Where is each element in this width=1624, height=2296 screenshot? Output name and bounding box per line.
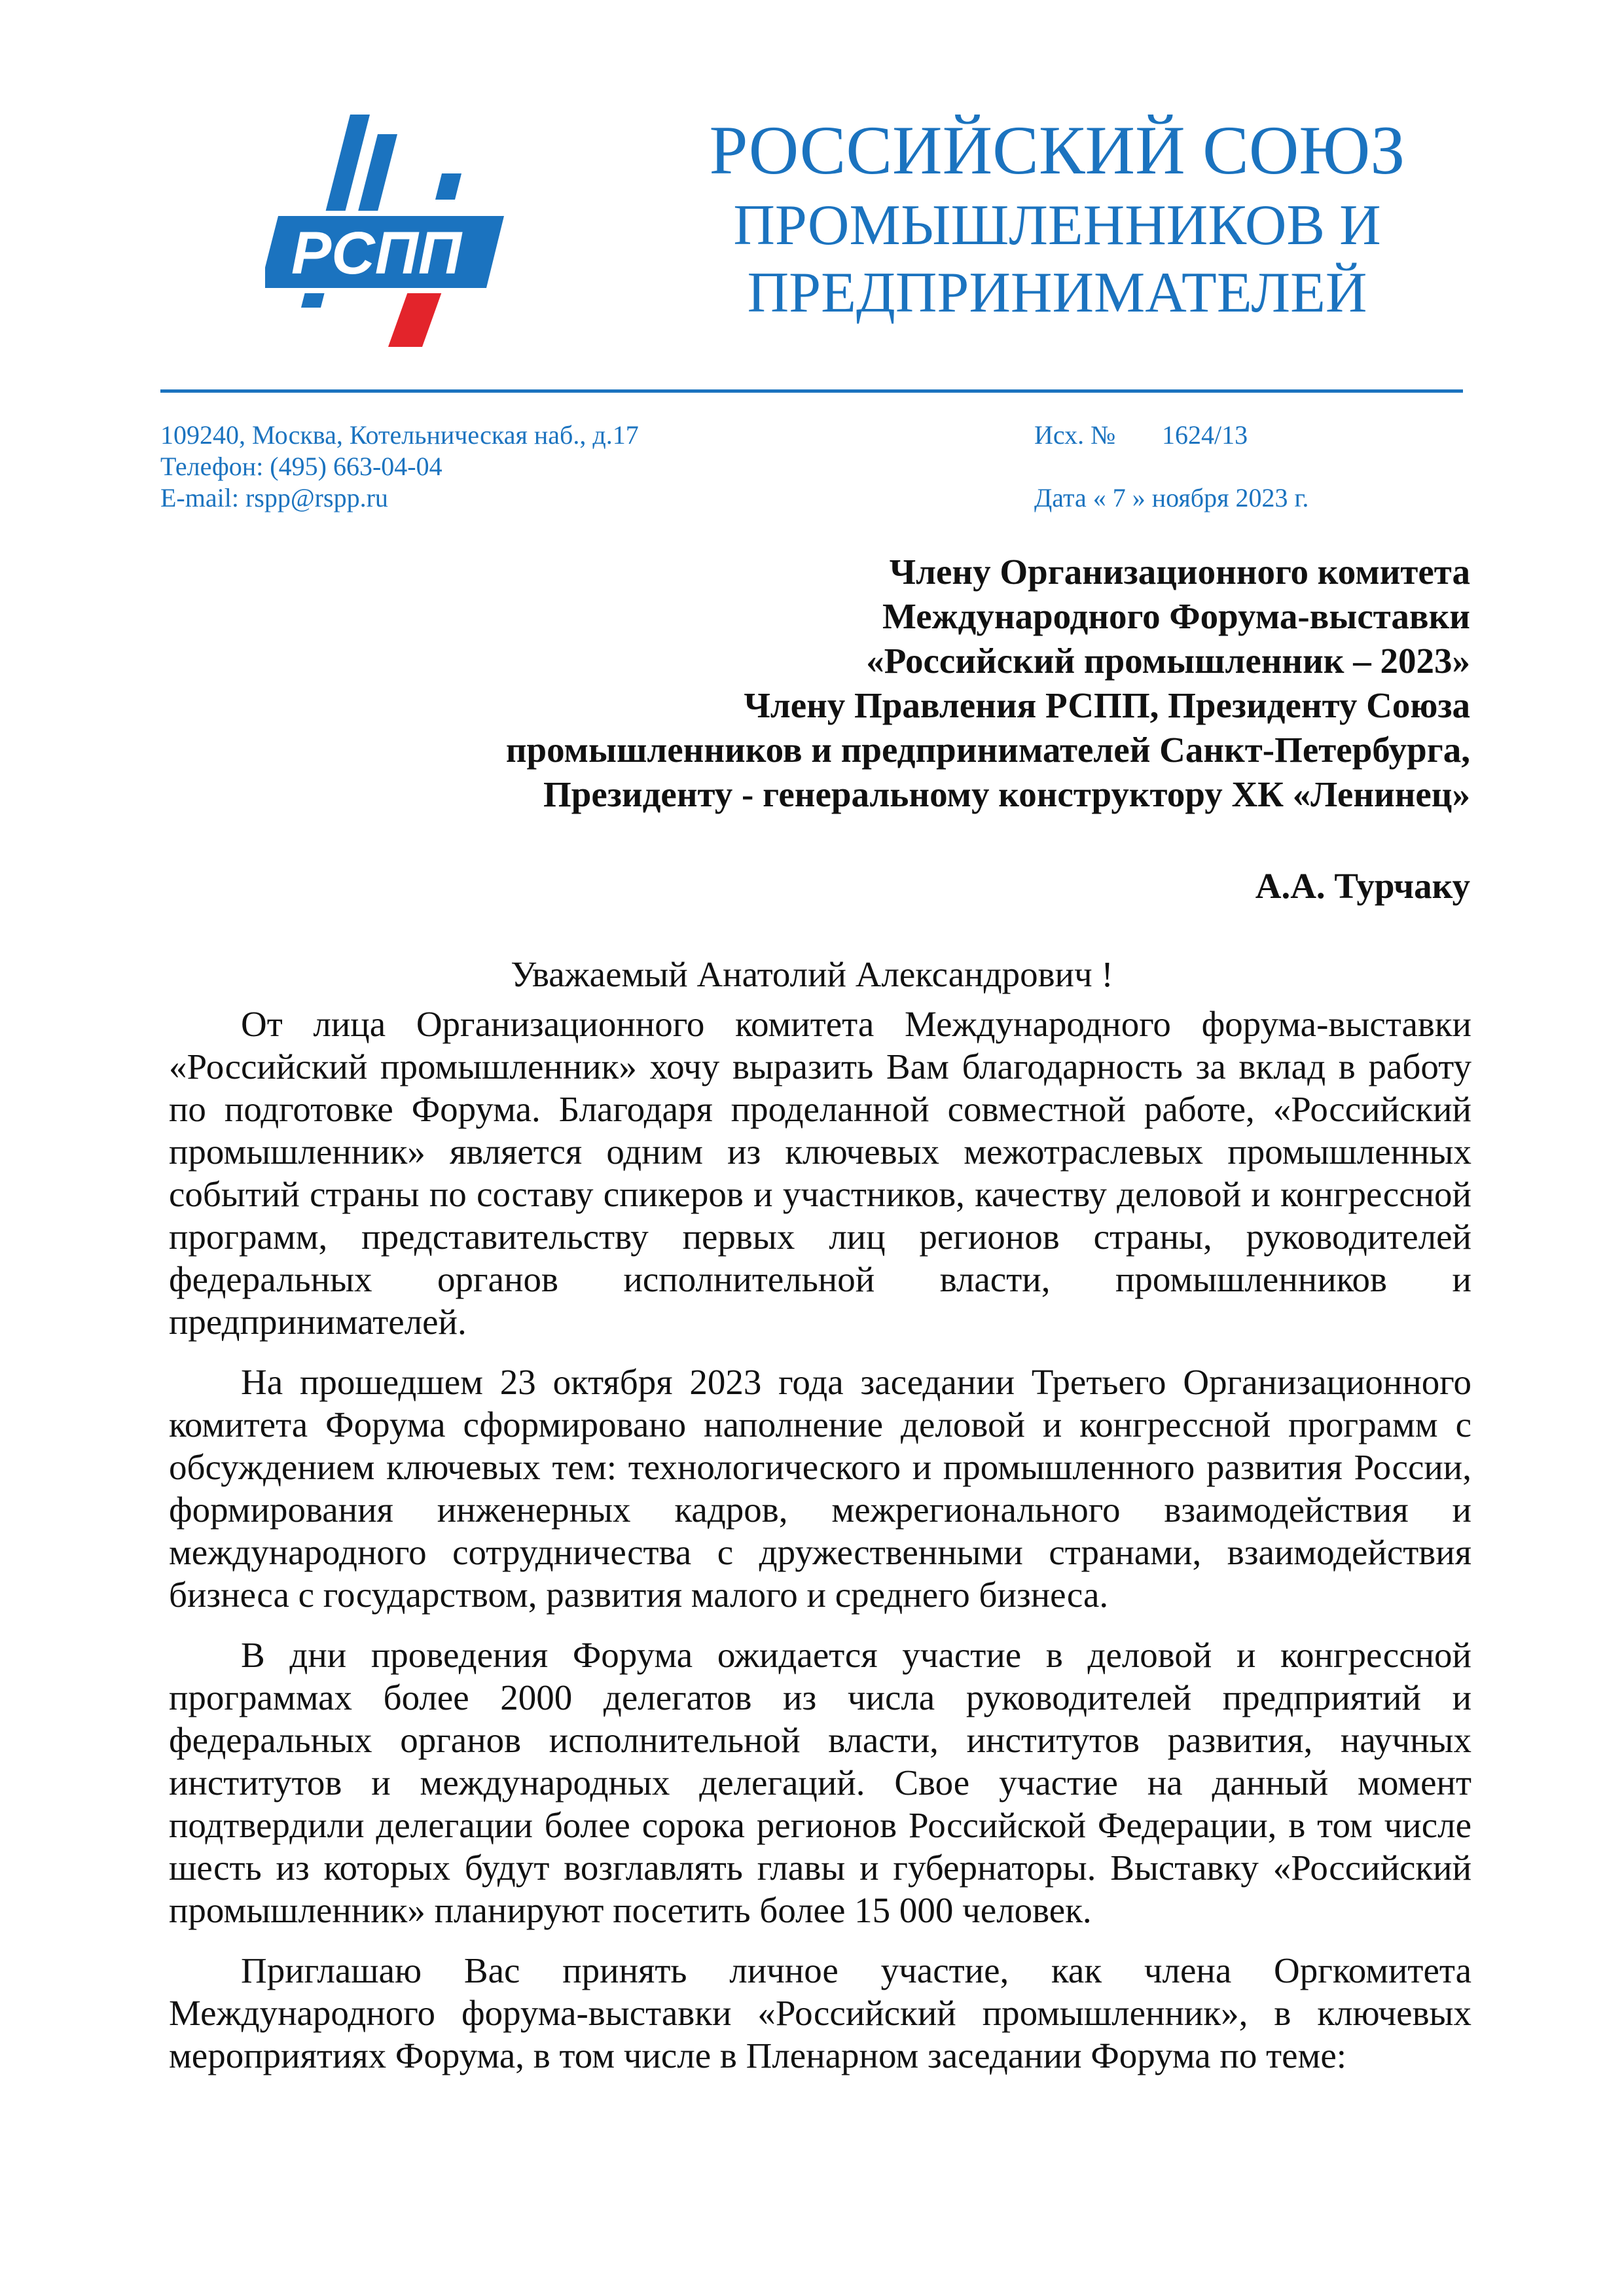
addressee-name: А.А. Турчаку bbox=[1255, 866, 1470, 906]
org-email: E-mail: rspp@rspp.ru bbox=[160, 483, 388, 512]
letter-date: Дата « 7 » ноября 2023 г. bbox=[1034, 483, 1309, 512]
org-name-line-2: ПРОМЫШЛЕННИКОВ И bbox=[733, 194, 1381, 257]
ref-label: Исх. № bbox=[1034, 420, 1116, 450]
org-phone: Телефон: (495) 663-04-04 bbox=[160, 452, 442, 481]
org-address: 109240, Москва, Котельническая наб., д.17 bbox=[160, 420, 639, 450]
org-name-line-3: ПРЕДПРИНИМАТЕЛЕЙ bbox=[747, 261, 1367, 325]
addressee-block bbox=[226, 550, 1470, 817]
logo-text: РСПП bbox=[291, 220, 462, 287]
body-paragraph: В дни проведения Форума ожидается участие в деловой и конгрессной программах более 2000 делегатов из числа руководителей предприятий и федеральных органов исполнительной власти, институтов развития, научных институтов и международных делегаций. Свое участие на данный момент подтвердили делегации более сорока регионов Российской Федерации, в том числе шесть из которых будут возглавлять главы и губернаторы. Выставку «Российский промышленник» планируют посетить более 15 000 человек. bbox=[169, 1635, 1471, 1930]
letter-body bbox=[169, 1003, 1471, 2094]
addressee-line: промышленников и предпринимателей Санкт-Петербурга, bbox=[505, 730, 1470, 770]
body-paragraph: От лица Организационного комитета Международного форума-выставки «Российский промышленник» хочу выразить Вам благодарность за вклад в работу по подготовке Форума. Благодаря проделанной совместной работе, «Российский промышленник» является одним из ключевых межотраслевых промышленных событий страны по составу спикеров и участников, качеству деловой и конгрессной программ, представительству первых лиц регионов страны, руководителей федеральных органов исполнительной власти, промышленников и предпринимателей. bbox=[169, 1004, 1471, 1342]
body-paragraph: Приглашаю Вас принять личное участие, как члена Оргкомитета Международного форума-выставки «Российский промышленник», в ключевых мероприятиях Форума, в том числе в Пленарном заседании Форума по теме: bbox=[169, 1950, 1471, 2075]
rspp-logo bbox=[265, 111, 507, 357]
addressee-line: Международного Форума-выставки bbox=[882, 596, 1470, 636]
greeting: Уважаемый Анатолий Александрович ! bbox=[511, 954, 1113, 994]
org-name-line-1: РОССИЙСКИЙ СОЮЗ bbox=[709, 112, 1405, 188]
header-divider bbox=[160, 389, 1463, 393]
ref-number: 1624/13 bbox=[1162, 420, 1248, 450]
addressee-line: Члену Правления РСПП, Президенту Союза bbox=[744, 685, 1470, 725]
addressee-line: Президенту - генеральному конструктору ХК «Ленинец» bbox=[543, 774, 1470, 814]
addressee-line: «Российский промышленник – 2023» bbox=[866, 641, 1470, 681]
body-paragraph: На прошедшем 23 октября 2023 года заседании Третьего Организационного комитета Форума сформировано наполнение деловой и конгрессной программ с обсуждением ключевых тем: технологического и промышленного развития России, формирования инженерных кадров, межрегионального взаимодействия и международного сотрудничества с дружественными странами, взаимодействия бизнеса с государством, развития малого и среднего бизнеса. bbox=[169, 1362, 1471, 1615]
addressee-line: Члену Организационного комитета bbox=[889, 552, 1470, 592]
